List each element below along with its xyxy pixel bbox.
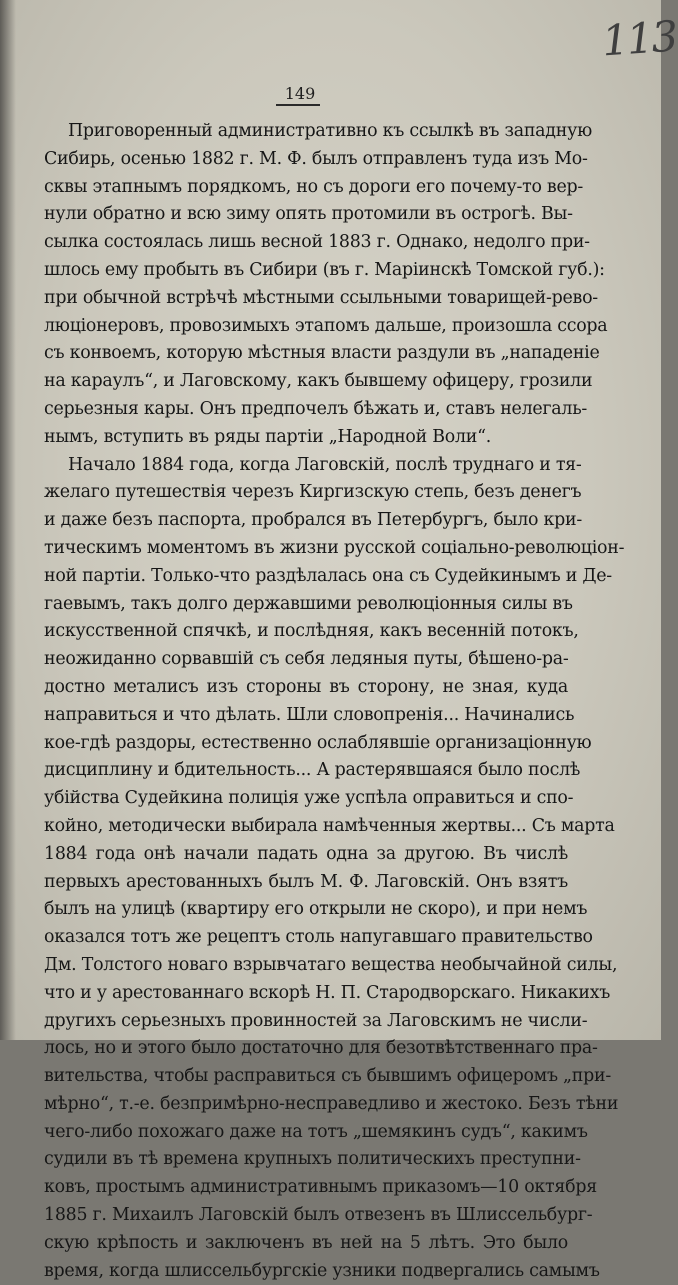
text-line: и даже безъ паспорта, пробрался въ Петербургъ, было кри- — [44, 510, 583, 531]
text-line: убійства Судейкина полиція уже успѣла оправиться и спо- — [44, 788, 574, 809]
text-line: ной партіи. Только-что раздѣлалась она съ Судейкинымъ и Де- — [44, 565, 612, 586]
text-line: съ конвоемъ, которую мѣстныя власти раздули въ „нападеніе — [44, 343, 600, 364]
text-line: искусственной спячкѣ, и послѣдняя, какъ весенній потокъ, — [44, 621, 579, 642]
text-line: вительства, чтобы расправиться съ бывшимъ офицеромъ „при- — [44, 1066, 611, 1087]
text-line: скую крѣпость и заключенъ въ ней на 5 лѣтъ. Это было — [44, 1232, 568, 1253]
text-line: 1884 года онѣ начали падать одна за другою. Въ числѣ — [44, 843, 568, 864]
text-line: первыхъ арестованныхъ былъ М. Ф. Лаговскій. Онъ взятъ — [44, 871, 568, 892]
text-line: 1885 г. Михаилъ Лаговскій былъ отвезенъ въ Шлиссельбург- — [44, 1205, 593, 1226]
text-line: сылка состоялась лишь весной 1883 г. Однако, недолго при- — [44, 232, 590, 253]
text-line: желаго путешествія черезъ Киргизскую степь, безъ денегъ — [44, 482, 582, 503]
text-line: шлось ему пробыть въ Сибири (въ г. Маріинскѣ Томской губ.): — [44, 259, 605, 280]
text-line: судили въ тѣ времена крупныхъ политическихъ преступни- — [44, 1149, 581, 1170]
handwritten-page-mark: 113 — [600, 11, 678, 66]
text-line: нули обратно и всю зиму опять протомили въ острогѣ. Вы- — [44, 204, 573, 225]
text-line: серьезныя кары. Онъ предпочелъ бѣжать и, ставъ нелегаль- — [44, 398, 588, 419]
text-line: гаевымъ, такъ долго державшими революціонныя силы въ — [44, 593, 573, 614]
text-line: направиться и что дѣлать. Шли словопренія... Начинались — [44, 704, 575, 725]
text-line: кое-гдѣ раздоры, естественно ослаблявшіе организаціонную — [44, 732, 592, 753]
text-line: койно, методически выбирала намѣченныя жертвы... Съ марта — [44, 815, 615, 836]
text-line: при обычной встрѣчѣ мѣстными ссыльными товарищей-рево- — [44, 287, 598, 308]
text-line: неожиданно сорвавшій съ себя ледяныя путы, бѣшено-ра- — [44, 649, 569, 670]
text-line: дисциплину и бдительность... А растерявшаяся было послѣ — [44, 760, 581, 781]
text-line: оказался тотъ же рецептъ столь напугавшаго правительство — [44, 927, 593, 948]
text-line: другихъ серьезныхъ провинностей за Лаговскимъ не числи- — [44, 1010, 588, 1031]
page-number: 149 — [284, 84, 316, 103]
text-line: Приговоренный административно къ ссылкѣ въ западную — [68, 121, 592, 141]
text-line: Сибирь, осенью 1882 г. М. Ф. былъ отправленъ туда изъ Мо- — [44, 148, 588, 169]
text-line: что и у арестованнаго вскорѣ Н. П. Стародворскаго. Никакихъ — [44, 982, 611, 1003]
text-line: нымъ, вступить въ ряды партіи „Народной Воли“. — [44, 426, 492, 447]
text-line: лось, но и этого было достаточно для безотвѣтственнаго пра- — [44, 1038, 598, 1059]
page-number-rule — [276, 104, 320, 106]
text-line: былъ на улицѣ (квартиру его открыли не скоро), и при немъ — [44, 899, 588, 920]
text-line: достно металисъ изъ стороны въ сторону, не зная, куда — [44, 676, 568, 697]
text-line: чего-либо похожаго даже на тотъ „шемякинъ судъ“, какимъ — [44, 1121, 588, 1142]
text-line: Начало 1884 года, когда Лаговскій, послѣ труднаго и тя- — [68, 454, 582, 475]
text-line: на караулъ“, и Лаговскому, какъ бывшему офицеру, грозили — [44, 371, 593, 392]
text-line: мѣрно“, т.-е. безпримѣрно-несправедливо и жестоко. Безъ тѣни — [44, 1093, 619, 1114]
text-line: ковъ, простымъ административнымъ приказомъ—10 октября — [44, 1177, 597, 1198]
page-gutter-shadow — [0, 0, 16, 1040]
text-line: время, когда шлиссельбургскіе узники подвергались самымъ — [44, 1260, 600, 1281]
text-line: тическимъ моментомъ въ жизни русской соціально-революціон- — [44, 537, 625, 558]
text-line: Дм. Толстого новаго взрывчатаго вещества необычайной силы, — [44, 954, 618, 975]
text-line: сквы этапнымъ порядкомъ, но съ дороги его почему-то вер- — [44, 176, 584, 197]
text-line: люціонеровъ, провозимыхъ этапомъ дальше, произошла ссора — [44, 315, 608, 336]
body-text — [44, 118, 625, 1285]
